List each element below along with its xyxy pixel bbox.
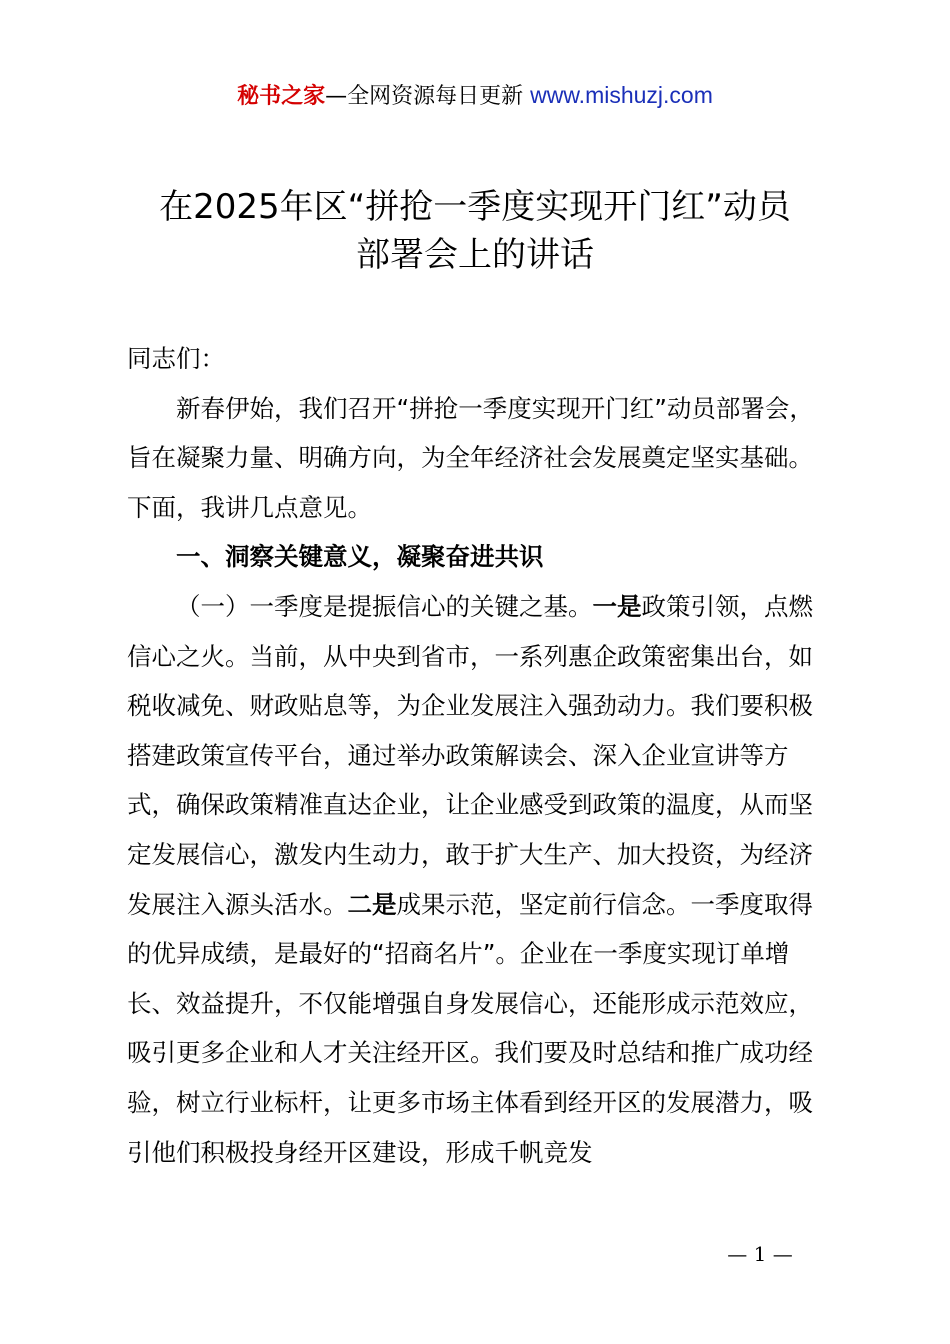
document-title: [100, 183, 850, 279]
site-header: [0, 80, 950, 112]
emphasis-marker: 二是: [347, 889, 397, 919]
site-slogan: —全网资源每日更新: [325, 84, 524, 109]
body-paragraph: [127, 582, 837, 1177]
document-body: [127, 334, 837, 1177]
salutation: 同志们：: [127, 344, 225, 373]
site-brand: 秘书之家: [237, 84, 326, 109]
paragraph-lead: （一）一季度是提振信心的关键之基。: [176, 591, 593, 621]
title-line-2: 部署会上的讲话: [356, 235, 594, 275]
page-number: — 1 —: [727, 1242, 793, 1266]
paragraph-text: 政策引领，点燃信心之火。当前，从中央到省市，一系列惠企政策密集出台，如税收减免、财政贴息等，为企业发展注入强劲动力。我们要积极搭建政策宣传平台，通过举办政策解读会、深入企业宣讲等方式，确保政策精准直达企业，让企业感受到政策的温度，从而坚定发展信心，激发内生动力，敢于扩大生产、加大投资，为经济发展注入源头活水。: [127, 591, 813, 919]
paragraph-text: 成果示范，坚定前行信念。一季度取得的优异成绩，是最好的“招商名片”。企业在一季度实现订单增长、效益提升，不仅能增强自身发展信心，还能形成示范效应，吸引更多企业和人才关注经开区。我们要及时总结和推广成功经验，树立行业标杆，让更多市场主体看到经开区的发展潜力，吸引他们积极投身经开区建设，形成千帆竞发: [127, 889, 813, 1167]
intro-paragraph: 新春伊始，我们召开“拼抢一季度实现开门红”动员部署会，旨在凝聚力量、明确方向，为全年经济社会发展奠定坚实基础。下面，我讲几点意见。: [127, 393, 814, 522]
section-heading: 一、洞察关键意义，凝聚奋进共识: [176, 542, 544, 572]
emphasis-marker: 一是: [592, 591, 642, 621]
site-url-link[interactable]: www.mishuzj.com: [530, 82, 713, 108]
title-line-1: 在2025年区“拼抢一季度实现开门红”动员: [159, 187, 791, 227]
